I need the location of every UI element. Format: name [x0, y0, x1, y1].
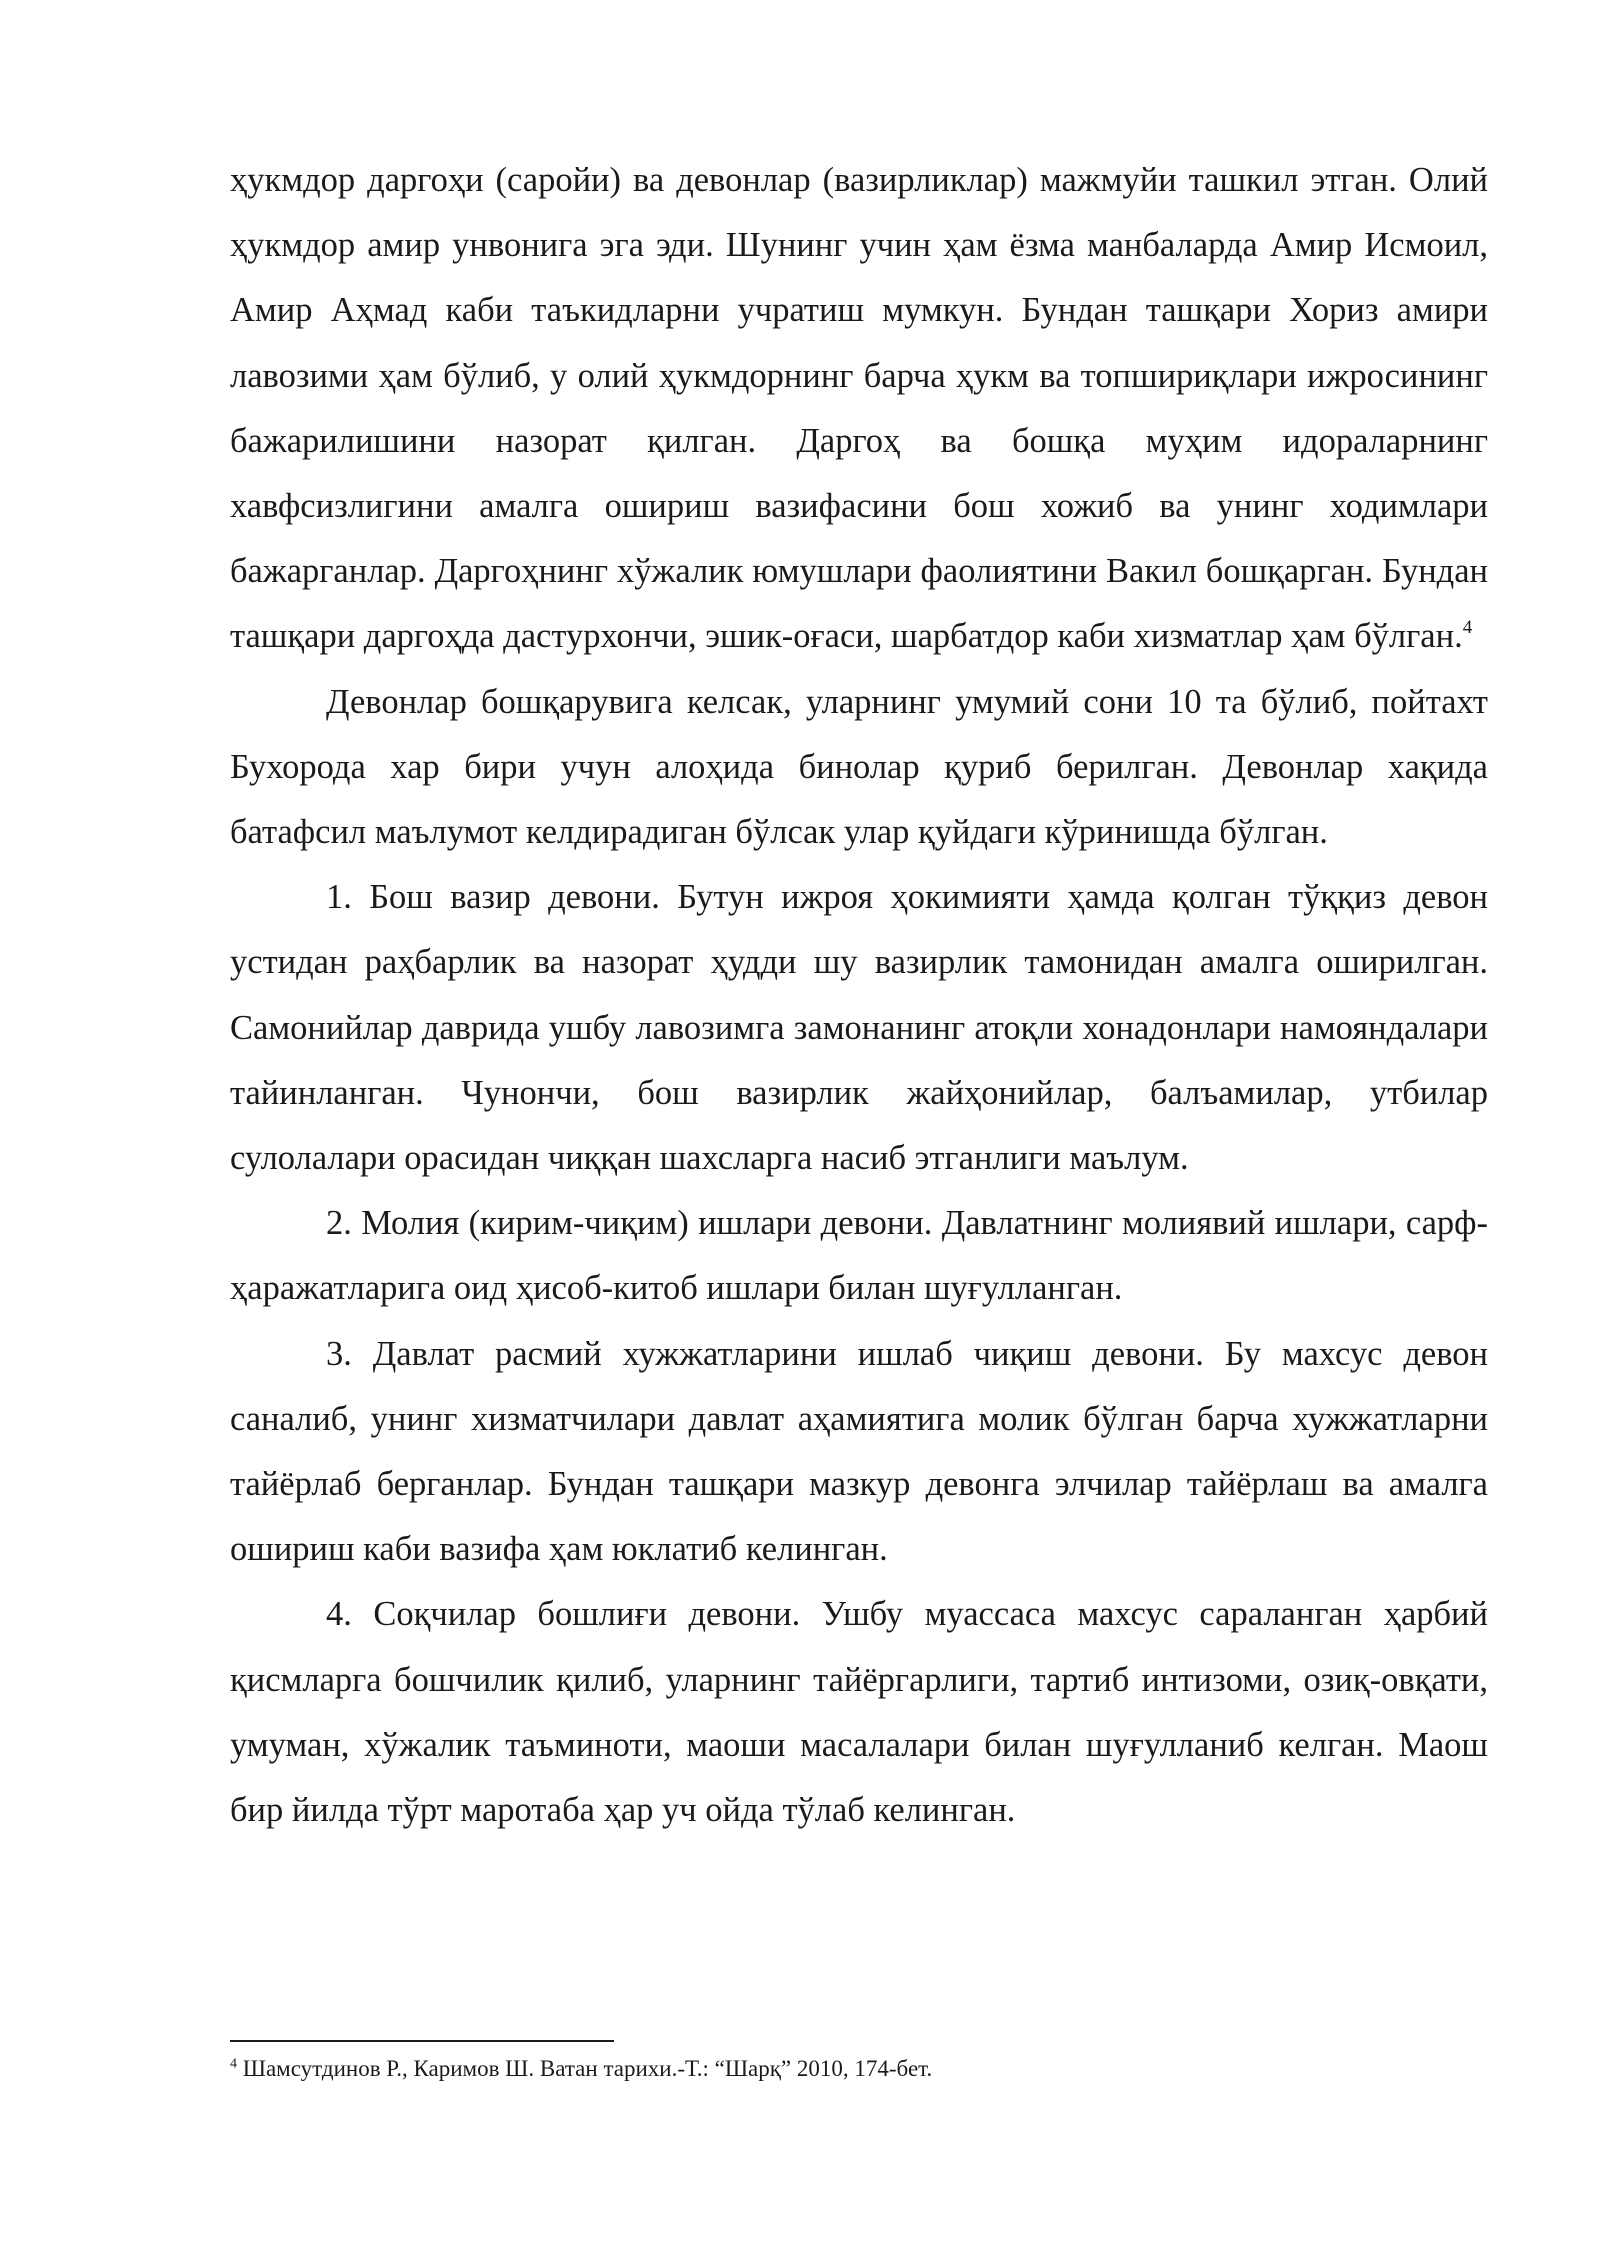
- body-text: [230, 148, 1488, 1843]
- paragraph-1-text: ҳукмдор даргоҳи (саройи) ва девонлар (вазирликлар) мажмуйи ташкил этган. Олий ҳукмдор амир унвонига эга эди. Шунинг учин ҳам ёзма манбаларда Амир Исмоил, Амир Аҳмад каби таъкидларни учратиш мумкун. Бундан ташқари Хориз амири лавозими ҳам бўлиб, у олий ҳукмдорнинг барча ҳукм ва топшириқлари ижросининг бажарилишини назорат қилган. Даргоҳ ва бошқа муҳим идораларнинг хавфсизлигини амалга ошириш вазифасини бош хожиб ва унинг ходимлари бажарганлар. Даргоҳнинг хўжалик юмушлари фаолиятини Вакил бошқарган. Бундан ташқари даргоҳда дастурхончи, эшик-оғаси, шарбатдор каби хизматлар ҳам бўлган.: [230, 161, 1488, 656]
- paragraph-6: 4. Соқчилар бошлиғи девони. Ушбу муассаса махсус сараланган ҳарбий қисмларга бошчилик қилиб, уларнинг тайёргарлиги, тартиб интизоми, озиқ-овқати, умуман, хўжалик таъминоти, маоши масалалари билан шуғулланиб келган. Маош бир йилда тўрт маротаба ҳар уч ойда тўлаб келинган.: [230, 1595, 1488, 1830]
- paragraph-2: Девонлар бошқарувига келсак, уларнинг умумий сони 10 та бўлиб, пойтахт Бухорода хар бири учун алоҳида бинолар қуриб берилган. Девонлар хақида батафсил маълумот келдирадиган бўлсак улар қуйдаги кўринишда бўлган.: [230, 682, 1488, 852]
- footnote-number: 4: [230, 2056, 237, 2072]
- footnote-reference[interactable]: 4: [1462, 616, 1473, 638]
- paragraph-1: [230, 148, 1488, 670]
- paragraph-3: 1. Бош вазир девони. Бутун ижроя ҳокимияти ҳамда қолган тўққиз девон устидан раҳбарлик ва назорат ҳудди шу вазирлик тамонидан амалга оширилган. Самонийлар даврида ушбу лавозимга замонанинг атоқли хонадонлари намояндалари тайинланган. Чунончи, бош вазирлик жайҳонийлар, балъамилар, утбилар сулолалари орасидан чиққан шахсларга насиб этганлиги маълум.: [230, 878, 1488, 1178]
- footnote: [230, 2050, 1488, 2088]
- paragraph-4: 2. Молия (кирим-чиқим) ишлари девони. Давлатнинг молиявий ишлари, сарф-ҳаражатларига оид ҳисоб-китоб ишлари билан шуғулланган.: [230, 1204, 1488, 1308]
- footnote-text: Шамсутдинов Р., Каримов Ш. Ватан тарихи.-Т.: “Шарқ” 2010, 174-бет.: [242, 2056, 933, 2081]
- paragraph-5: 3. Давлат расмий хужжатларини ишлаб чиқиш девони. Бу махсус девон саналиб, унинг хизматчилари давлат аҳамиятига молик бўлган барча хужжатларни тайёрлаб берганлар. Бундан ташқари мазкур девонга элчилар тайёрлаш ва амалга ошириш каби вазифа ҳам юклатиб келинган.: [230, 1334, 1488, 1569]
- footnote-separator: [230, 2040, 614, 2042]
